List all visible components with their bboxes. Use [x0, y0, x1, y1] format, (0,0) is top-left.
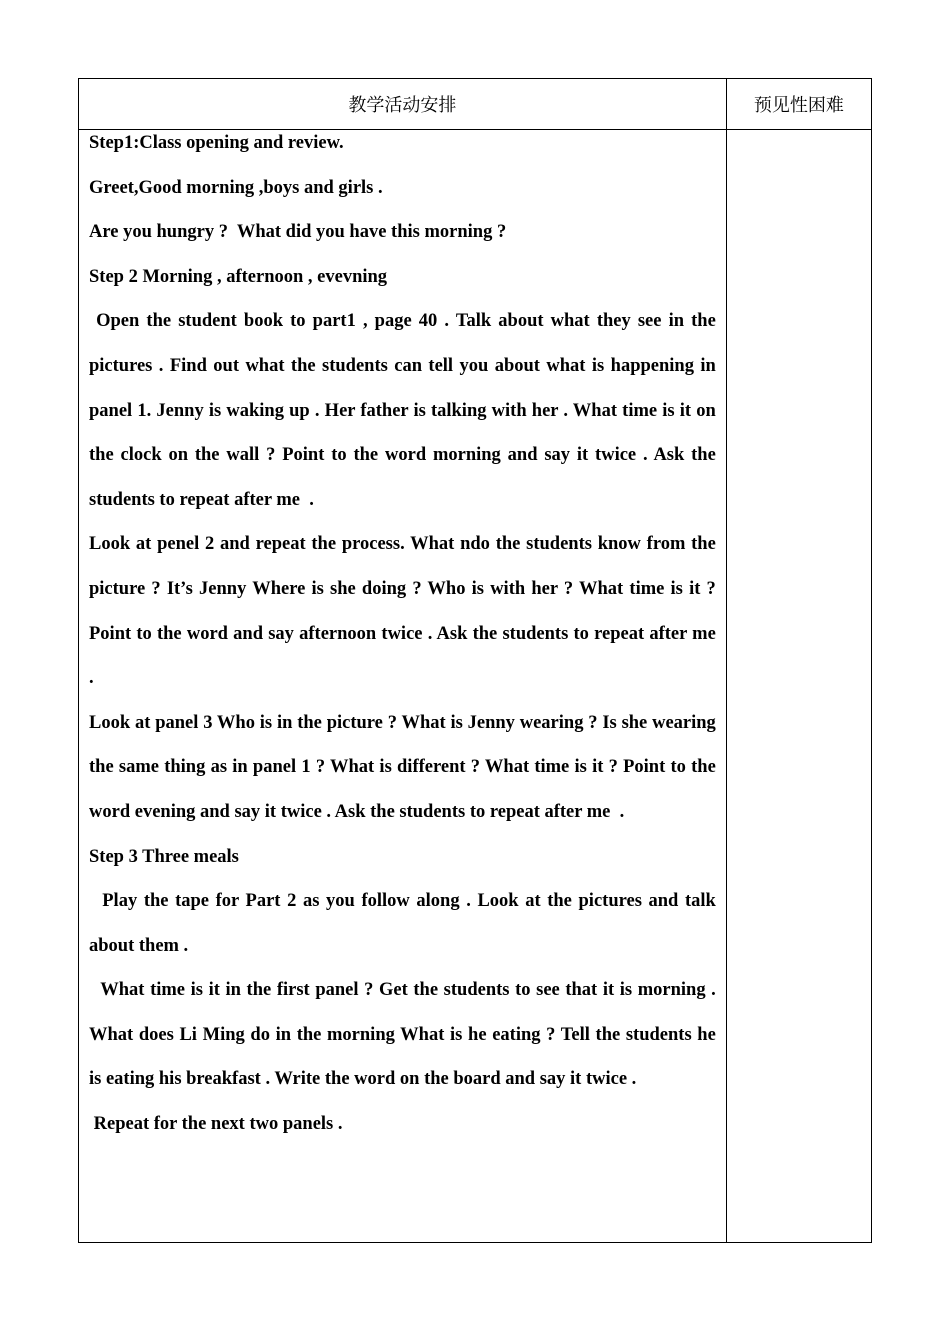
difficulties-cell: [726, 130, 871, 1243]
paragraph-play-tape: Play the tape for Part 2 as you follow along . Look at the pictures and talk about them .: [89, 891, 721, 956]
paragraph-step1-heading: Step1:Class opening and review.: [89, 133, 344, 153]
lesson-plan-table: [78, 78, 872, 1243]
paragraph-step2-heading: Step 2 Morning , afternoon , evevning: [89, 266, 388, 287]
paragraph-panel2: Look at penel 2 and repeat the process. What ndo the students know from the picture ? It’s Jenny Where is she doing ? Who is with her ? What time is it ? Point to the word and say afternoon twice . Ask the students to repeat after me .: [89, 534, 721, 689]
table-content-row: [79, 130, 872, 1243]
activities-cell: [79, 130, 727, 1243]
paragraph-hungry: Are you hungry ? What did you have this morning ?: [89, 222, 507, 243]
paragraph-panel1: Open the student book to part1 , page 40 . Talk about what they see in the pictures . Find out what the students can tell you about what is happening in panel 1. Jenny is waking up . Her father is talking with her . What time is it on the clock on the wall ? Point to the word morning and say it twice . Ask the students to repeat after me .: [89, 311, 721, 510]
paragraph-greet: Greet,Good morning ,boys and girls .: [89, 177, 383, 198]
paragraph-first-panel: What time is it in the first panel ? Get the students to see that it is morning . What does Li Ming do in the morning What is he eating ? Tell the students he is eating his breakfast . Write the word on the board and say it twice .: [89, 980, 721, 1090]
header-activities: 教学活动安排: [79, 79, 727, 130]
paragraph-step3-heading: Step 3 Three meals: [89, 846, 239, 867]
paragraph-panel3: Look at panel 3 Who is in the picture ? What is Jenny wearing ? Is she wearing the same thing as in panel 1 ? What is different ? What time is it ? Point to the word evening and say it twice . Ask the students to repeat after me .: [89, 712, 721, 822]
header-difficulties: 预见性困难: [726, 79, 871, 130]
paragraph-repeat: Repeat for the next two panels .: [89, 1114, 343, 1135]
